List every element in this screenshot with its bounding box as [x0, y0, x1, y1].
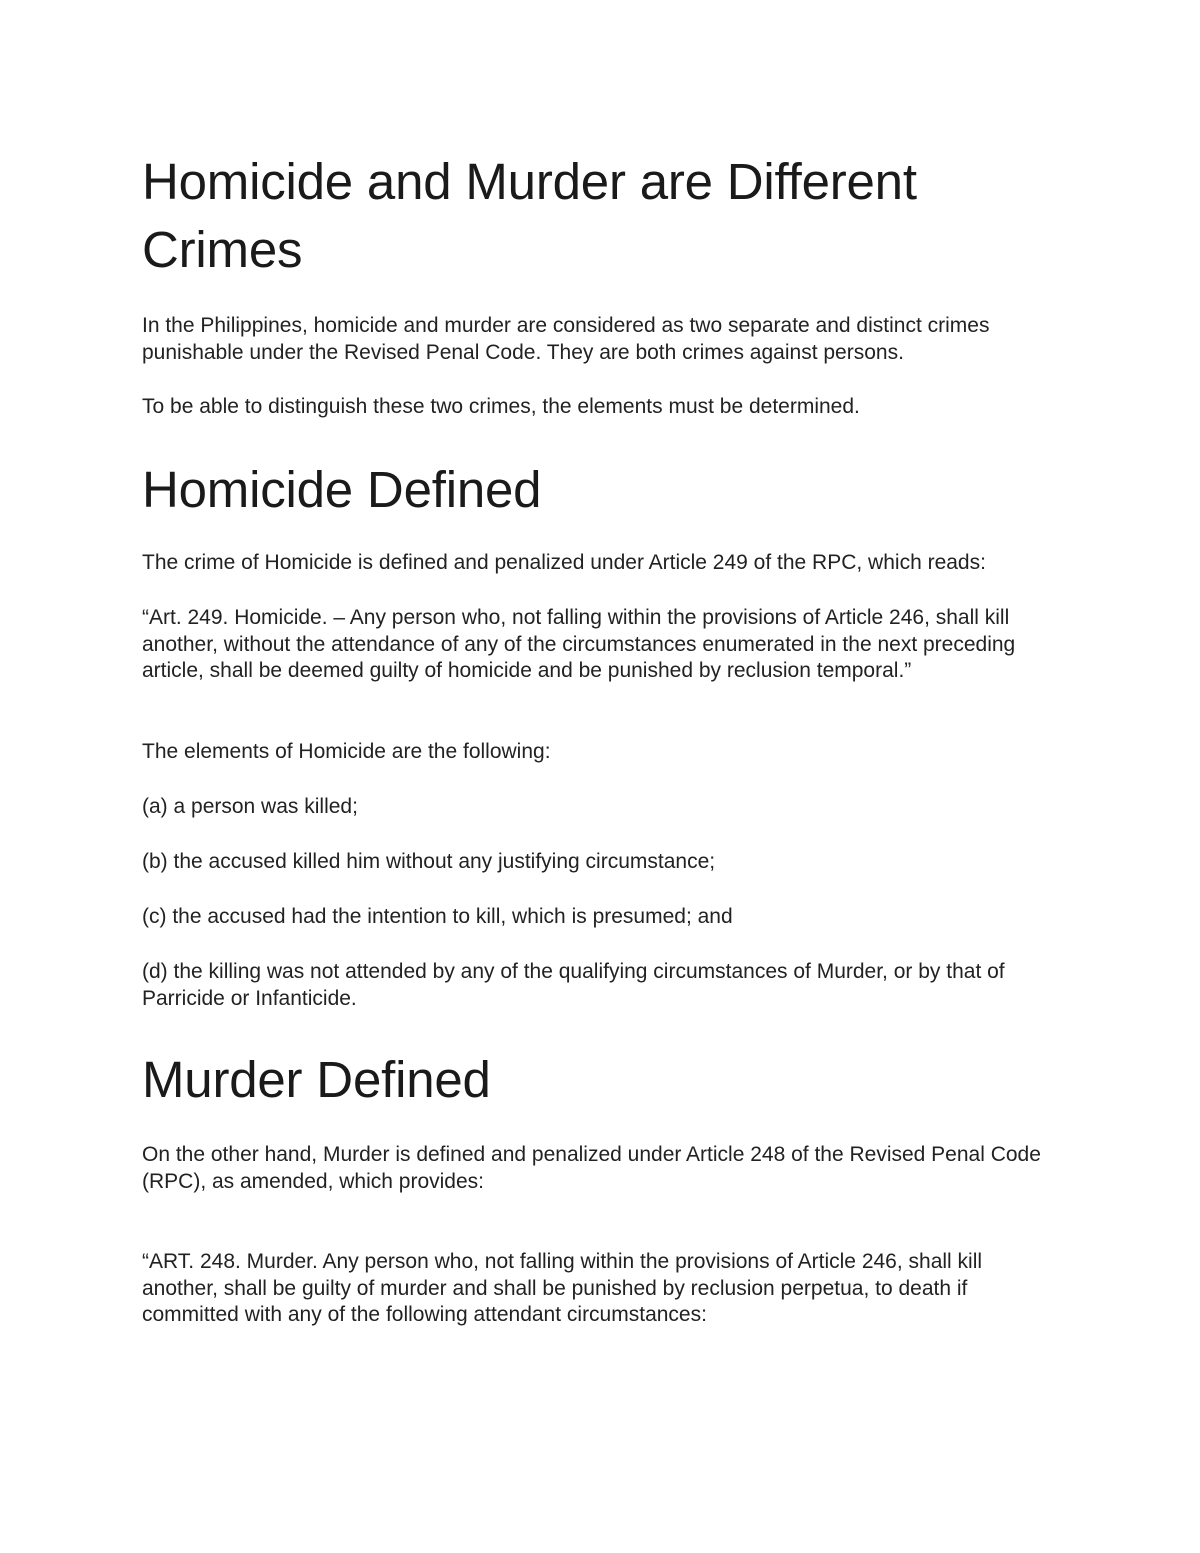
quote-article-248: “ART. 248. Murder. Any person who, not falling within the provisions of Article 246, shall kill another, shall be guilty of murder and shall be punished by reclusion perpetua, to death if committed with any of the following attendant circumstances: — [142, 1250, 983, 1326]
list-item-c: (c) the accused had the intention to kill, which is presumed; and — [142, 905, 733, 928]
paragraph-intro-1: In the Philippines, homicide and murder are considered as two separate and distinct crimes punishable under the Revised Penal Code. They are both crimes against persons. — [142, 314, 990, 364]
paragraph-homicide-elements: The elements of Homicide are the following: — [142, 740, 551, 763]
heading-murder: Murder Defined — [142, 1051, 491, 1108]
list-item-d: (d) the killing was not attended by any of the qualifying circumstances of Murder, or by that of Parricide or Infanticide. — [142, 960, 1005, 1010]
list-item-a: (a) a person was killed; — [142, 795, 358, 818]
paragraph-homicide-1: The crime of Homicide is defined and penalized under Article 249 of the RPC, which reads: — [142, 551, 986, 574]
quote-article-249: “Art. 249. Homicide. – Any person who, not falling within the provisions of Article 246, shall kill another, without the attendance of any of the circumstances enumerated in the next preceding article, shall be deemed guilty of homicide and be punished by reclusion temporal.” — [142, 606, 1016, 682]
heading-homicide: Homicide Defined — [142, 461, 542, 518]
heading-intro: Homicide and Murder are Different Crimes — [142, 153, 917, 278]
paragraph-intro-2: To be able to distinguish these two crimes, the elements must be determined. — [142, 395, 860, 418]
list-item-b: (b) the accused killed him without any justifying circumstance; — [142, 850, 716, 873]
paragraph-murder-1: On the other hand, Murder is defined and penalized under Article 248 of the Revised Penal Code (RPC), as amended, which provides: — [142, 1143, 1041, 1193]
